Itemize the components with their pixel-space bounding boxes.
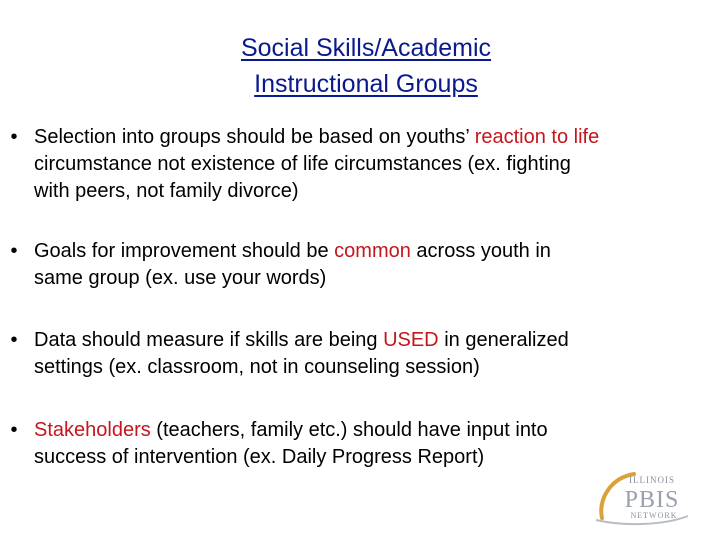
bullet-line [34, 327, 720, 354]
bullet-line [34, 238, 720, 265]
bullet-text [34, 327, 720, 381]
logo-middle-text: PBIS [624, 487, 680, 513]
bullet-text [34, 417, 720, 471]
bullet-line: settings (ex. classroom, not in counseling session) [34, 356, 480, 378]
bullet-text-plain: Selection into groups should be based on youths’ [34, 126, 475, 148]
bullet-text-highlight: USED [383, 329, 439, 351]
bullet-text-plain: Data should measure if skills are being [34, 329, 384, 351]
logo-top-text: ILLINOIS [629, 475, 675, 485]
bullet-line: success of intervention (ex. Daily Progress Report) [34, 446, 485, 468]
bullet-line: same group (ex. use your words) [34, 267, 327, 289]
bullet-line: with peers, not family divorce) [34, 180, 299, 202]
bullet-text-plain: across youth in [410, 240, 551, 262]
illinois-pbis-network-logo [592, 470, 708, 528]
bullet-line [34, 417, 720, 444]
bullet-text-plain: (teachers, family etc.) should have input into [150, 419, 548, 441]
bullet-text [34, 238, 720, 292]
slide-title [0, 30, 720, 102]
bullet-dot: • [10, 126, 18, 148]
bullet-text-highlight: Stakeholders [34, 419, 151, 441]
logo-bottom-text: NETWORK [630, 511, 678, 520]
title-line-1: Social Skills/Academic [240, 34, 492, 62]
bullet-dot: • [10, 329, 18, 351]
title-line-2: Instructional Groups [254, 70, 478, 98]
bullet-text-plain: in generalized [438, 329, 569, 351]
bullet-text-highlight: common [334, 240, 411, 262]
bullet-dot: • [10, 240, 18, 262]
bullet-text [34, 124, 720, 205]
bullet-dot: • [10, 419, 18, 441]
bullet-text-plain: Goals for improvement should be [34, 240, 335, 262]
bullet-line [34, 124, 720, 151]
bullet-text-highlight: reaction to life [474, 126, 600, 148]
bullet-line: circumstance not existence of life circumstances (ex. fighting [34, 153, 571, 175]
